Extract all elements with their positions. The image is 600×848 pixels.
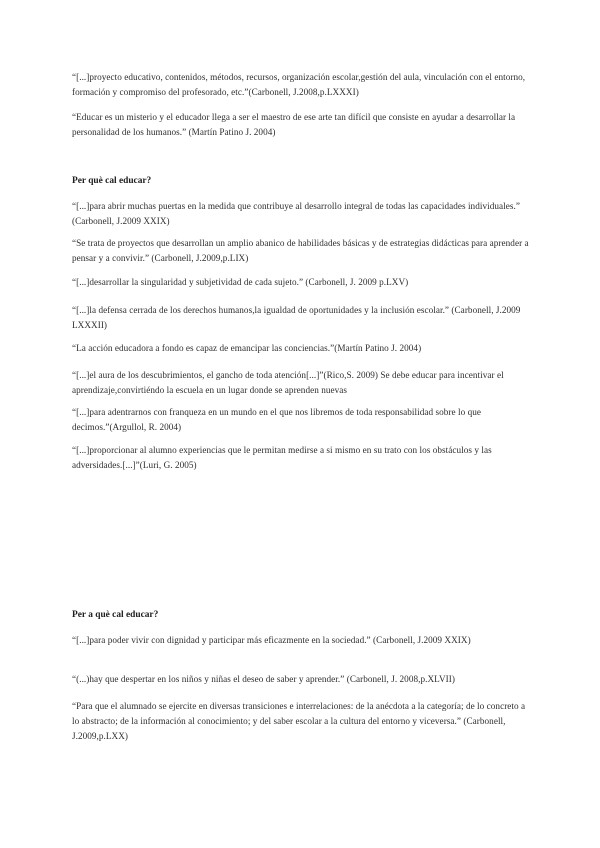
quote-text: “[...]proporcionar al alumno experiencias que le permitan medirse a si mismo en su trato con los obstáculos y las adversidades.[...]”(Luri, G. 2005)	[72, 445, 492, 470]
section-heading-what-for: Per a què cal educar?	[72, 610, 159, 620]
why-quote-8	[72, 443, 532, 473]
why-quote-7	[72, 405, 532, 435]
quote-text: “Educar es un misterio y el educador llega a ser el maestro de ese arte tan difícil que consiste en ayudar a desarrollar la personalidad de los humanos.” (Martín Patino J. 2004)	[72, 112, 516, 137]
intro-quote-1	[72, 70, 532, 100]
quote-text: “[...]la defensa cerrada de los derechos humanos,la igualdad de oportunidades y la inclusión escolar.” (Carbonell, J.2009 LXXXII)	[72, 305, 521, 330]
quote-text: “Para que el alumnado se ejercite en diversas transiciones e interrelaciones: de la anécdota a la categoría; de lo concreto a lo abstracto; de la información al conocimiento; y del saber escolar a la cultura del entorno y viceversa.” (Carbonell, J.2009,p.LXX)	[72, 701, 526, 741]
quote-text: “[...]para adentrarnos con franqueza en un mundo en el que nos libremos de toda responsabilidad sobre lo que decimos.”(Argullol, R. 2004)	[72, 407, 482, 432]
quote-text: “La acción educadora a fondo es capaz de emancipar las conciencias.”(Martín Patino J. 2004)	[72, 343, 422, 353]
quote-text: “[...]para abrir muchas puertas en la medida que contribuye al desarrollo integral de todas las capacidades individuales.” (Carbonell, J.2009 XXIX)	[72, 201, 520, 226]
why-quote-3	[72, 275, 532, 290]
quote-text: “(...)hay que despertar en los niños y niñas el deseo de saber y aprender.” (Carbonell, J. 2008,p.XLVII)	[72, 674, 455, 684]
what-for-quote-3	[72, 699, 532, 744]
what-for-quote-1	[72, 633, 532, 648]
why-quote-5	[72, 341, 532, 356]
quote-text: “[...]desarrollar la singularidad y subjetividad de cada sujeto.” (Carbonell, J. 2009 p.LXV)	[72, 277, 409, 287]
intro-quote-2	[72, 110, 532, 140]
what-for-quote-2	[72, 672, 532, 687]
why-quote-1	[72, 199, 532, 229]
quote-text: “[...]el aura de los descubrimientos, el gancho de toda atención[...]”(Rico,S. 2009) Se debe educar para incentivar el aprendizaje,convirtiéndo la escuela en un lugar donde se aprenden nuevas	[72, 370, 504, 395]
quote-text: “[...]proyecto educativo, contenidos, métodos, recursos, organización escolar,gestión del aula, vinculación con el entorno, formación y compromiso del profesorado, etc.”(Carbonell, J.2008,p.LXXXI)	[72, 72, 526, 97]
quote-text: “[...]para poder vivir con dignidad y participar más eficazmente en la sociedad.” (Carbonell, J.2009 XXIX)	[72, 635, 471, 645]
why-quote-6	[72, 368, 532, 398]
why-quote-2	[72, 236, 532, 266]
why-quote-4	[72, 303, 532, 333]
quote-text: “Se trata de proyectos que desarrollan un amplio abanico de habilidades básicas y de estrategias didácticas para aprender a pensar y a convivir.” (Carbonell, J.2009,p.LIX)	[72, 238, 529, 263]
section-heading-why: Per què cal educar?	[72, 176, 152, 186]
